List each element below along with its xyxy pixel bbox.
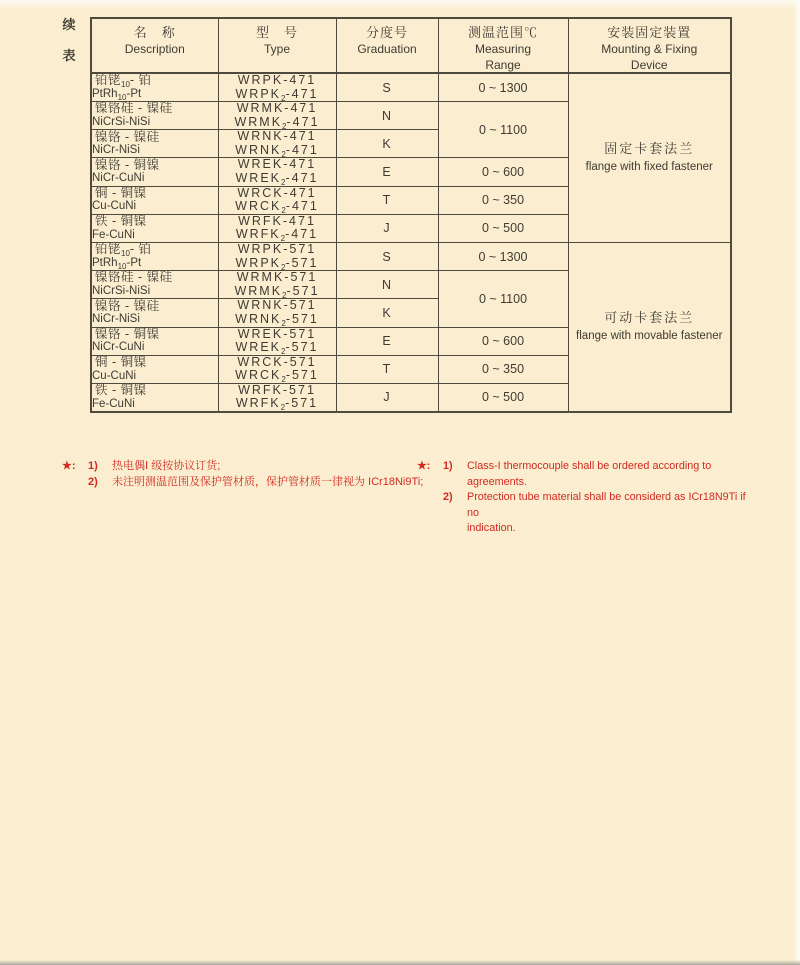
header-graduation-en: Graduation <box>357 42 417 56</box>
graduation-cell: S <box>336 73 438 102</box>
mounting-zh: 固定卡套法兰 <box>604 140 695 156</box>
type-cell <box>218 214 336 242</box>
name-zh: 镍铬 - 镍硅 <box>95 129 160 144</box>
type-line1: WRNK-471 <box>237 129 317 144</box>
name-zh: 镍铬硅 - 镍硅 <box>95 270 173 285</box>
type-line2: $WREK_2-471$ <box>235 170 319 187</box>
name-en: Fe-CuNi <box>92 397 135 410</box>
name-cell <box>91 299 218 327</box>
name-en: NiCr-CuNi <box>92 341 145 354</box>
type-line1: WREK-571 <box>237 326 317 341</box>
type-line1: WRMK-571 <box>236 270 318 285</box>
mounting-en: flange with fixed fastener <box>585 160 713 173</box>
name-cell <box>91 242 218 270</box>
header-graduation-zh: 分度号 <box>365 25 408 40</box>
graduation-cell: T <box>336 186 438 214</box>
name-zh: 铁 - 铜镍 <box>95 383 147 398</box>
range-cell: 0 ~ 500 <box>438 383 568 412</box>
range-cell: 0 ~ 600 <box>438 327 568 355</box>
type-line1: WRPK-471 <box>237 73 317 87</box>
page-edge-top <box>0 0 800 10</box>
type-cell <box>218 73 336 102</box>
col-header-graduation <box>336 18 438 73</box>
type-line1: WRFK-471 <box>238 213 316 228</box>
name-en: NiCr-NiSi <box>92 144 140 157</box>
mounting-cell <box>568 73 731 242</box>
type-line2: $WRMK_2-471$ <box>234 114 320 131</box>
graduation-cell: E <box>336 327 438 355</box>
type-line1: WRCK-571 <box>237 354 317 369</box>
header-mounting-en2: Device <box>630 58 668 72</box>
type-line2: $WRNK_2-471$ <box>235 142 319 159</box>
type-line2: $WREK_2-571$ <box>235 340 319 357</box>
name-en: NiCrSi-NiSi <box>92 284 151 297</box>
graduation-cell: S <box>336 242 438 270</box>
graduation-cell: N <box>336 271 438 299</box>
mounting-cell <box>568 242 731 411</box>
star-icon: ★: <box>417 460 431 472</box>
type-cell <box>218 102 336 130</box>
footnote-text: Protection tube material shall be considerd as ICr18N9Ti if no indication. <box>467 491 746 534</box>
range-cell: 0 ~ 1100 <box>438 271 568 327</box>
footnote-number: 2) <box>443 491 453 503</box>
graduation-cell: K <box>336 299 438 327</box>
name-en: PtRh$_{10}$-Pt <box>92 256 142 271</box>
continued-char: 表 <box>62 48 76 63</box>
table-row <box>91 73 731 102</box>
type-cell <box>218 186 336 214</box>
name-cell <box>91 271 218 299</box>
footnote-number: 2) <box>88 475 98 488</box>
mounting-en: flange with movable fastener <box>576 329 723 342</box>
header-type-zh: 型 号 <box>255 25 298 40</box>
range-cell: 0 ~ 1300 <box>438 73 568 102</box>
continued-table-label <box>60 14 78 64</box>
footnote-number: 1) <box>443 460 453 472</box>
graduation-cell: K <box>336 130 438 158</box>
name-cell <box>91 73 218 102</box>
type-cell <box>218 242 336 270</box>
table-row <box>91 242 731 270</box>
name-en: NiCr-CuNi <box>92 172 145 185</box>
range-cell: 0 ~ 1300 <box>438 242 568 270</box>
name-cell <box>91 102 218 130</box>
name-en: Fe-CuNi <box>92 228 135 241</box>
footnote-en <box>417 459 757 537</box>
col-header-mounting <box>568 18 731 73</box>
type-cell <box>218 158 336 186</box>
name-cell <box>91 383 218 412</box>
type-line2: $WRNK_2-571$ <box>235 311 319 328</box>
name-zh: 铂铑$_{10}$- 铂 <box>95 73 152 90</box>
graduation-cell: J <box>336 214 438 242</box>
name-cell <box>91 355 218 383</box>
type-cell <box>218 299 336 327</box>
name-cell <box>91 214 218 242</box>
range-cell: 0 ~ 1100 <box>438 102 568 158</box>
col-header-type <box>218 18 336 73</box>
graduation-cell: J <box>336 383 438 412</box>
name-cell <box>91 158 218 186</box>
type-cell <box>218 327 336 355</box>
name-en: Cu-CuNi <box>92 369 137 382</box>
name-en: NiCrSi-NiSi <box>92 115 151 128</box>
range-cell: 0 ~ 500 <box>438 214 568 242</box>
graduation-cell: N <box>336 102 438 130</box>
name-zh: 镍铬 - 铜镍 <box>95 326 160 341</box>
type-cell <box>218 271 336 299</box>
type-line1: WREK-471 <box>237 157 317 172</box>
header-type-en: Type <box>263 42 290 56</box>
name-zh: 铜 - 铜镍 <box>95 355 147 370</box>
name-en: NiCr-NiSi <box>92 313 140 326</box>
type-line1: WRPK-571 <box>237 242 317 257</box>
type-cell <box>218 130 336 158</box>
type-line1: WRCK-471 <box>237 185 317 200</box>
type-line2: $WRCK_2-471$ <box>235 199 319 216</box>
graduation-cell: T <box>336 355 438 383</box>
continued-char: 续 <box>62 17 76 32</box>
name-zh: 镍铬 - 铜镍 <box>95 157 160 172</box>
header-description-en: Description <box>124 42 185 56</box>
table-header-row <box>91 18 731 73</box>
type-cell <box>218 383 336 412</box>
graduation-cell: E <box>336 158 438 186</box>
name-cell <box>91 327 218 355</box>
name-zh: 镍铬 - 镍硅 <box>95 298 160 313</box>
footnote-zh <box>62 459 424 490</box>
type-line1: WRFK-571 <box>238 382 316 397</box>
header-range-en1: Measuring <box>474 42 532 56</box>
name-en: Cu-CuNi <box>92 200 137 213</box>
footnote-text: 未注明测温范围及保护管材质，保护管材质一律视为 ICr18Ni9Ti; <box>112 475 424 488</box>
range-cell: 0 ~ 350 <box>438 355 568 383</box>
range-cell: 0 ~ 350 <box>438 186 568 214</box>
type-line2: $WRPK_2-571$ <box>235 255 319 272</box>
type-line2: $WRPK_2-471$ <box>235 86 319 103</box>
col-header-description <box>91 18 218 73</box>
type-line2: $WRFK_2-471$ <box>235 227 319 244</box>
type-line2: $WRFK_2-571$ <box>235 396 319 413</box>
mounting-zh: 可动卡套法兰 <box>604 309 695 325</box>
header-mounting-zh: 安装固定装置 <box>607 25 692 40</box>
name-cell <box>91 186 218 214</box>
footnote-text: Class-I thermocouple shall be ordered according to agreements. <box>467 460 712 488</box>
type-cell <box>218 355 336 383</box>
range-cell: 0 ~ 600 <box>438 158 568 186</box>
thermocouple-spec-table <box>90 17 732 413</box>
header-range-en2: Range <box>485 58 521 72</box>
page-edge-bottom <box>0 960 800 965</box>
type-line1: WRMK-471 <box>236 101 318 116</box>
footnote-text: 热电偶Ⅰ 级按协议订货; <box>112 460 221 472</box>
header-range-zh: 测温范围℃ <box>467 25 538 40</box>
header-mounting-en1: Mounting & Fixing <box>601 42 698 56</box>
name-zh: 镍铬硅 - 镍硅 <box>95 101 173 116</box>
name-en: PtRh$_{10}$-Pt <box>92 87 142 102</box>
type-line2: $WRCK_2-571$ <box>235 368 319 385</box>
footnote-number: 1) <box>88 460 98 472</box>
star-icon: ★: <box>62 460 76 472</box>
page-edge-right <box>793 0 800 965</box>
type-line1: WRNK-571 <box>237 298 317 313</box>
name-zh: 铁 - 铜镍 <box>95 214 147 229</box>
header-description-zh: 名 称 <box>133 25 176 40</box>
name-zh: 铜 - 铜镍 <box>95 185 147 200</box>
name-zh: 铂铑$_{10}$- 铂 <box>95 242 152 259</box>
type-line2: $WRMK_2-571$ <box>234 283 320 300</box>
col-header-range <box>438 18 568 73</box>
name-cell <box>91 130 218 158</box>
